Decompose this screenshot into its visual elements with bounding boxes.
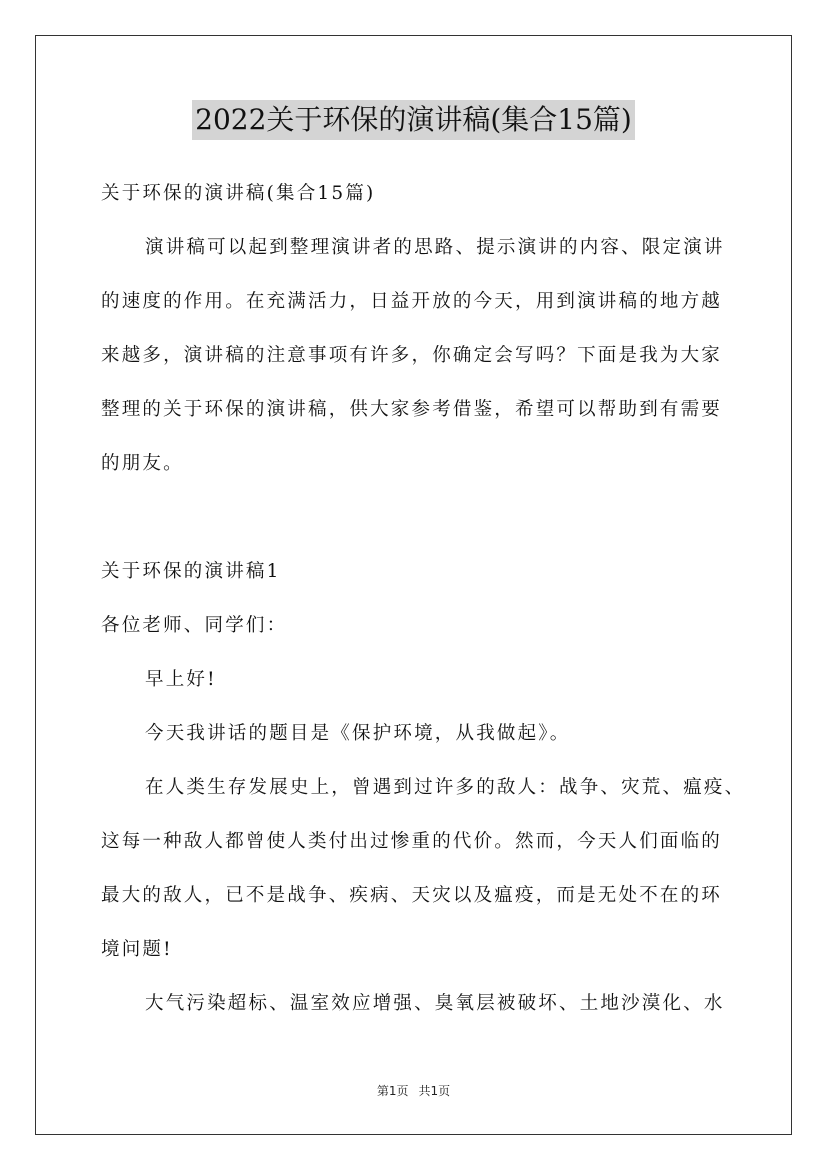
paragraph-line: 的速度的作用。在充满活力，日益开放的今天，用到演讲稿的地方越: [101, 291, 723, 312]
paragraph-line: 在人类生存发展史上，曾遇到过许多的敌人：战争、灾荒、瘟疫、: [145, 777, 746, 798]
page-footer: [0, 1082, 827, 1099]
paragraph-line: 大气污染超标、温室效应增强、臭氧层被破坏、土地沙漠化、水: [145, 993, 725, 1014]
paragraph-line: 来越多，演讲稿的注意事项有许多，你确定会写吗？下面是我为大家: [101, 345, 723, 366]
paragraph-line: 今天我讲话的题目是《保护环境，从我做起》。: [145, 723, 571, 744]
paragraph-line: 这每一种敌人都曾使人类付出过惨重的代价。然而，今天人们面临的: [101, 831, 723, 852]
salutation: 各位老师、同学们：: [101, 615, 288, 636]
subtitle-line: 关于环保的演讲稿(集合15篇): [101, 183, 376, 204]
paragraph-line: 最大的敌人，已不是战争、疾病、天灾以及瘟疫，而是无处不在的环: [101, 885, 723, 906]
page-total: 共1页: [418, 1084, 451, 1098]
section-heading: 关于环保的演讲稿1: [101, 561, 281, 582]
greeting: 早上好!: [145, 669, 217, 690]
paragraph-line: 的朋友。: [101, 453, 184, 474]
paragraph-line: 整理的关于环保的演讲稿，供大家参考借鉴，希望可以帮助到有需要: [101, 399, 723, 420]
title-wrapper: [0, 100, 827, 140]
paragraph-line: 境问题!: [101, 939, 173, 960]
document-title: 2022关于环保的演讲稿(集合15篇): [192, 100, 635, 140]
paragraph-line: 演讲稿可以起到整理演讲者的思路、提示演讲的内容、限定演讲: [145, 237, 725, 258]
page-number: 第1页: [376, 1084, 409, 1098]
